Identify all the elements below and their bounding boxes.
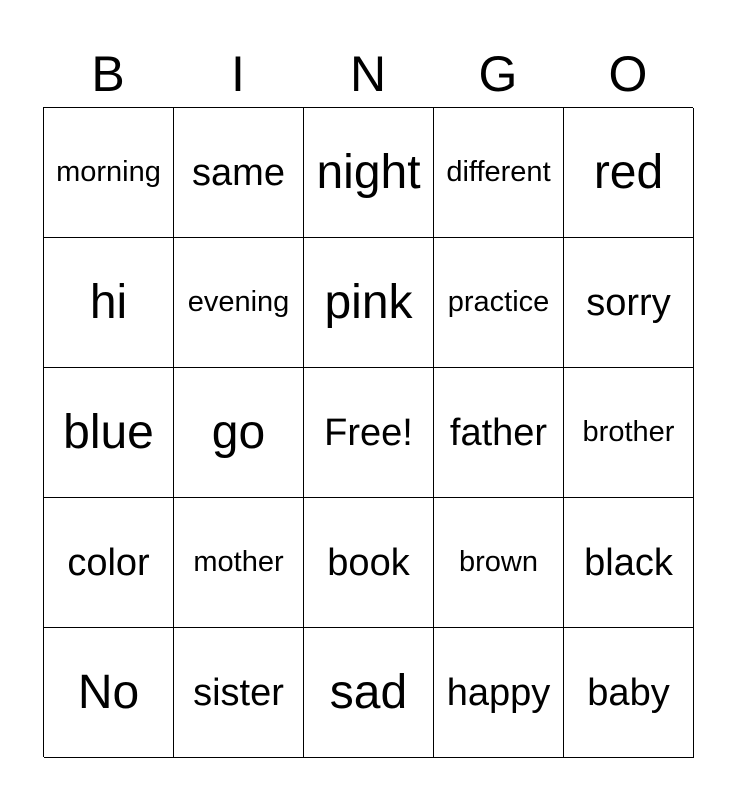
bingo-cell-r1c1[interactable]: morning	[44, 108, 174, 238]
bingo-cell-r2c4[interactable]: practice	[434, 238, 564, 368]
bingo-cell-r4c3[interactable]: book	[304, 498, 434, 628]
header-letter-n: N	[349, 46, 387, 102]
bingo-cell-r5c1[interactable]: No	[44, 628, 174, 758]
bingo-cell-r5c3[interactable]: sad	[304, 628, 434, 758]
bingo-header	[43, 40, 693, 108]
bingo-cell-r1c3[interactable]: night	[304, 108, 434, 238]
header-letter-b: B	[91, 46, 125, 102]
header-letter-i: I	[231, 46, 245, 102]
bingo-cell-r4c5[interactable]: black	[564, 498, 694, 628]
header-letter-o: O	[608, 46, 648, 102]
bingo-cell-r5c5[interactable]: baby	[564, 628, 694, 758]
bingo-cell-free-space[interactable]: Free!	[304, 368, 434, 498]
bingo-cell-r2c3[interactable]: pink	[304, 238, 434, 368]
bingo-cell-r1c4[interactable]: different	[434, 108, 564, 238]
bingo-card-grid	[43, 107, 693, 757]
bingo-cell-r5c2[interactable]: sister	[174, 628, 304, 758]
bingo-cell-r5c4[interactable]: happy	[434, 628, 564, 758]
bingo-cell-r2c1[interactable]: hi	[44, 238, 174, 368]
bingo-cell-r3c4[interactable]: father	[434, 368, 564, 498]
bingo-cell-r1c2[interactable]: same	[174, 108, 304, 238]
header-letter-g: G	[478, 46, 518, 102]
bingo-cell-r4c2[interactable]: mother	[174, 498, 304, 628]
bingo-cell-r1c5[interactable]: red	[564, 108, 694, 238]
bingo-cell-r3c1[interactable]: blue	[44, 368, 174, 498]
bingo-cell-r3c5[interactable]: brother	[564, 368, 694, 498]
bingo-cell-r2c5[interactable]: sorry	[564, 238, 694, 368]
bingo-cell-r4c1[interactable]: color	[44, 498, 174, 628]
bingo-cell-r4c4[interactable]: brown	[434, 498, 564, 628]
bingo-cell-r2c2[interactable]: evening	[174, 238, 304, 368]
bingo-cell-r3c2[interactable]: go	[174, 368, 304, 498]
